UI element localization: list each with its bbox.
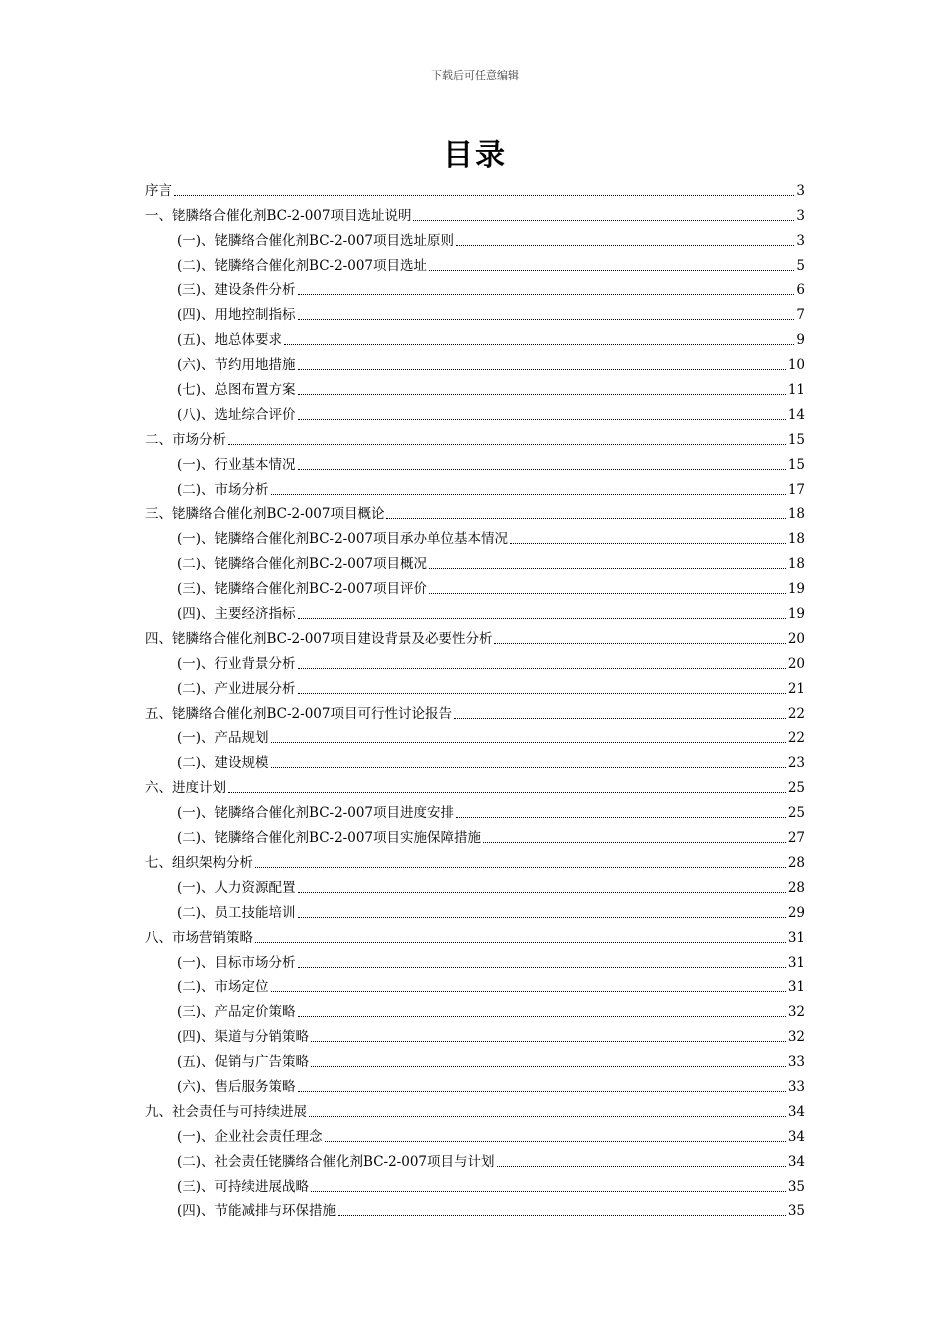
toc-entry-text: (一)、产品规划 (177, 730, 269, 747)
toc-section-entry[interactable] (145, 1147, 805, 1172)
toc-page-number: 9 (796, 332, 805, 349)
toc-page-number: 10 (787, 357, 805, 374)
toc-entry-text: (三)、建设条件分析 (177, 282, 296, 299)
toc-page-number: 25 (787, 805, 805, 822)
toc-dot-leader (311, 1041, 786, 1042)
toc-chapter-entry[interactable] (145, 699, 805, 724)
toc-entry-text: 五、铑膦络合催化剂BC-2-007项目可行性讨论报告 (145, 705, 452, 722)
toc-dot-leader (510, 543, 786, 544)
toc-section-entry[interactable] (145, 251, 805, 276)
toc-page-number: 25 (787, 780, 805, 797)
toc-section-entry[interactable] (145, 574, 805, 599)
toc-section-entry[interactable] (145, 350, 805, 375)
toc-entry-text: 一、铑膦络合催化剂BC-2-007项目选址说明 (145, 207, 412, 224)
toc-entry-text: (四)、节能减排与环保措施 (177, 1203, 337, 1220)
toc-section-entry[interactable] (145, 823, 805, 848)
toc-entry-text: (四)、渠道与分销策略 (177, 1029, 310, 1046)
toc-section-entry[interactable] (145, 748, 805, 773)
toc-entry-text: (二)、市场分析 (177, 481, 269, 498)
toc-section-entry[interactable] (145, 599, 805, 624)
toc-page-number: 33 (787, 1054, 805, 1071)
toc-page-number: 15 (787, 431, 805, 448)
toc-page-number: 20 (787, 655, 805, 672)
toc-page-number: 5 (796, 257, 805, 274)
toc-dot-leader (298, 469, 786, 470)
toc-page-number: 31 (787, 954, 805, 971)
toc-dot-leader (311, 1191, 786, 1192)
toc-entry-text: 四、铑膦络合催化剂BC-2-007项目建设背景及必要性分析 (145, 630, 493, 647)
toc-section-entry[interactable] (145, 898, 805, 923)
toc-entry-text: 七、组织架构分析 (145, 854, 253, 871)
toc-page-number: 28 (787, 879, 805, 896)
toc-page-number: 18 (787, 506, 805, 523)
toc-page-number: 35 (787, 1178, 805, 1195)
toc-section-entry[interactable] (145, 1122, 805, 1147)
toc-entry-text: (六)、售后服务策略 (177, 1078, 296, 1095)
toc-entry-text: 六、进度计划 (145, 780, 226, 797)
toc-entry-text: (二)、社会责任铑膦络合催化剂BC-2-007项目与计划 (177, 1153, 495, 1170)
toc-entry-text: 三、铑膦络合催化剂BC-2-007项目概论 (145, 506, 385, 523)
toc-section-entry[interactable] (145, 873, 805, 898)
toc-dot-leader (228, 444, 786, 445)
toc-dot-leader (298, 319, 795, 320)
toc-dot-leader (429, 593, 786, 594)
toc-chapter-entry[interactable] (145, 201, 805, 226)
toc-section-entry[interactable] (145, 325, 805, 350)
toc-dot-leader (497, 1166, 786, 1167)
toc-dot-leader (298, 1091, 786, 1092)
toc-entry-text: 九、社会责任与可持续进展 (145, 1103, 307, 1120)
toc-dot-leader (271, 494, 786, 495)
toc-page-number: 11 (787, 382, 805, 399)
toc-dot-leader (338, 1215, 786, 1216)
toc-chapter-entry[interactable] (145, 624, 805, 649)
toc-dot-leader (255, 867, 786, 868)
toc-dot-leader (298, 294, 795, 295)
toc-entry-text: (二)、员工技能培训 (177, 904, 296, 921)
toc-page-number: 35 (787, 1203, 805, 1220)
toc-dot-leader (309, 1116, 786, 1117)
toc-chapter-entry[interactable] (145, 1097, 805, 1122)
toc-page-number: 31 (787, 979, 805, 996)
toc-dot-leader (325, 1141, 786, 1142)
toc-page-number: 31 (787, 929, 805, 946)
toc-page-number: 18 (787, 531, 805, 548)
toc-entry-text: (一)、行业基本情况 (177, 456, 296, 473)
toc-entry-text: (二)、铑膦络合催化剂BC-2-007项目概况 (177, 556, 428, 573)
toc-chapter-entry[interactable] (145, 176, 805, 201)
toc-page-number: 18 (787, 556, 805, 573)
toc-page-number: 19 (787, 581, 805, 598)
toc-section-entry[interactable] (145, 450, 805, 475)
toc-section-entry[interactable] (145, 524, 805, 549)
toc-section-entry[interactable] (145, 475, 805, 500)
toc-dot-leader (413, 220, 794, 221)
toc-page-number: 20 (787, 630, 805, 647)
toc-entry-text: (三)、可持续进展战略 (177, 1178, 310, 1195)
toc-section-entry[interactable] (145, 649, 805, 674)
toc-page-number: 14 (787, 406, 805, 423)
toc-dot-leader (298, 967, 786, 968)
toc-page-number: 32 (787, 1004, 805, 1021)
toc-entry-text: (二)、市场定位 (177, 979, 269, 996)
toc-page-number: 34 (787, 1103, 805, 1120)
toc-dot-leader (298, 693, 786, 694)
toc-section-entry[interactable] (145, 973, 805, 998)
toc-dot-leader (255, 942, 786, 943)
toc-section-entry[interactable] (145, 226, 805, 251)
toc-section-entry[interactable] (145, 724, 805, 749)
toc-entry-text: (六)、节约用地措施 (177, 357, 296, 374)
toc-page-number: 6 (796, 282, 805, 299)
toc-dot-leader (298, 419, 786, 420)
toc-section-entry[interactable] (145, 1047, 805, 1072)
toc-title: 目录 (443, 138, 507, 173)
toc-dot-leader (456, 817, 786, 818)
toc-dot-leader (494, 643, 785, 644)
toc-page-number: 27 (787, 830, 805, 847)
toc-entry-text: (二)、铑膦络合催化剂BC-2-007项目实施保障措施 (177, 830, 482, 847)
toc-section-entry[interactable] (145, 1197, 805, 1222)
toc-chapter-entry[interactable] (145, 773, 805, 798)
toc-dot-leader (174, 195, 794, 196)
toc-dot-leader (429, 568, 786, 569)
toc-page-number: 19 (787, 606, 805, 623)
toc-page-number: 17 (787, 481, 805, 498)
toc-entry-text: (一)、行业背景分析 (177, 655, 296, 672)
page-header-note: 下载后可任意编辑 (431, 69, 519, 82)
toc-entry-text: (三)、产品定价策略 (177, 1004, 296, 1021)
toc-section-entry[interactable] (145, 997, 805, 1022)
toc-dot-leader (271, 742, 786, 743)
toc-page-number: 34 (787, 1153, 805, 1170)
toc-entry-text: 序言 (145, 182, 172, 199)
toc-entry-text: (八)、选址综合评价 (177, 406, 296, 423)
toc-entry-text: 八、市场营销策略 (145, 929, 253, 946)
toc-page-number: 23 (787, 755, 805, 772)
toc-entry-text: (四)、主要经济指标 (177, 606, 296, 623)
toc-page-number: 3 (796, 207, 805, 224)
toc-chapter-entry[interactable] (145, 848, 805, 873)
toc-chapter-entry[interactable] (145, 500, 805, 525)
toc-page-number: 21 (787, 680, 805, 697)
toc-entry-text: (七)、总图布置方案 (177, 382, 296, 399)
toc-entry-text: (一)、铑膦络合催化剂BC-2-007项目选址原则 (177, 232, 455, 249)
toc-section-entry[interactable] (145, 375, 805, 400)
toc-section-entry[interactable] (145, 948, 805, 973)
toc-page-number: 3 (796, 182, 805, 199)
toc-page-number: 33 (787, 1078, 805, 1095)
toc-page-number: 3 (796, 232, 805, 249)
toc-entry-text: (一)、铑膦络合催化剂BC-2-007项目承办单位基本情况 (177, 531, 509, 548)
toc-entry-text: (二)、建设规模 (177, 755, 269, 772)
toc-dot-leader (271, 767, 786, 768)
toc-entry-text: (一)、人力资源配置 (177, 879, 296, 896)
toc-entry-text: (五)、促销与广告策略 (177, 1054, 310, 1071)
toc-page-number: 32 (787, 1029, 805, 1046)
toc-entry-text: (五)、地总体要求 (177, 332, 283, 349)
toc-chapter-entry[interactable] (145, 923, 805, 948)
toc-dot-leader (456, 245, 794, 246)
toc-chapter-entry[interactable] (145, 425, 805, 450)
toc-dot-leader (228, 792, 786, 793)
toc-section-entry[interactable] (145, 549, 805, 574)
toc-dot-leader (298, 892, 786, 893)
toc-section-entry[interactable] (145, 276, 805, 301)
toc-page-number: 7 (796, 307, 805, 324)
toc-dot-leader (311, 1066, 786, 1067)
toc-dot-leader (298, 369, 786, 370)
toc-page-number: 28 (787, 854, 805, 871)
toc-entry-text: 二、市场分析 (145, 431, 226, 448)
toc-dot-leader (298, 618, 786, 619)
toc-section-entry[interactable] (145, 798, 805, 823)
toc-entry-text: (二)、铑膦络合催化剂BC-2-007项目选址 (177, 257, 428, 274)
toc-page-number: 34 (787, 1128, 805, 1145)
toc-page-number: 22 (787, 730, 805, 747)
toc-dot-leader (454, 718, 786, 719)
toc-entry-text: (四)、用地控制指标 (177, 307, 296, 324)
toc-dot-leader (386, 518, 785, 519)
toc-section-entry[interactable] (145, 1172, 805, 1197)
toc-section-entry[interactable] (145, 300, 805, 325)
table-of-contents (145, 176, 805, 1221)
toc-dot-leader (298, 394, 786, 395)
toc-entry-text: (三)、铑膦络合催化剂BC-2-007项目评价 (177, 581, 428, 598)
toc-page-number: 29 (787, 904, 805, 921)
toc-dot-leader (483, 842, 786, 843)
toc-section-entry[interactable] (145, 1022, 805, 1047)
toc-section-entry[interactable] (145, 1072, 805, 1097)
toc-page-number: 15 (787, 456, 805, 473)
toc-section-entry[interactable] (145, 400, 805, 425)
toc-section-entry[interactable] (145, 674, 805, 699)
toc-entry-text: (一)、铑膦络合催化剂BC-2-007项目进度安排 (177, 805, 455, 822)
toc-dot-leader (298, 1016, 786, 1017)
toc-entry-text: (一)、目标市场分析 (177, 954, 296, 971)
toc-dot-leader (429, 270, 794, 271)
toc-entry-text: (二)、产业进展分析 (177, 680, 296, 697)
toc-dot-leader (298, 917, 786, 918)
toc-dot-leader (271, 991, 786, 992)
toc-dot-leader (284, 344, 794, 345)
toc-page-number: 22 (787, 705, 805, 722)
toc-entry-text: (一)、企业社会责任理念 (177, 1128, 323, 1145)
toc-dot-leader (298, 668, 786, 669)
